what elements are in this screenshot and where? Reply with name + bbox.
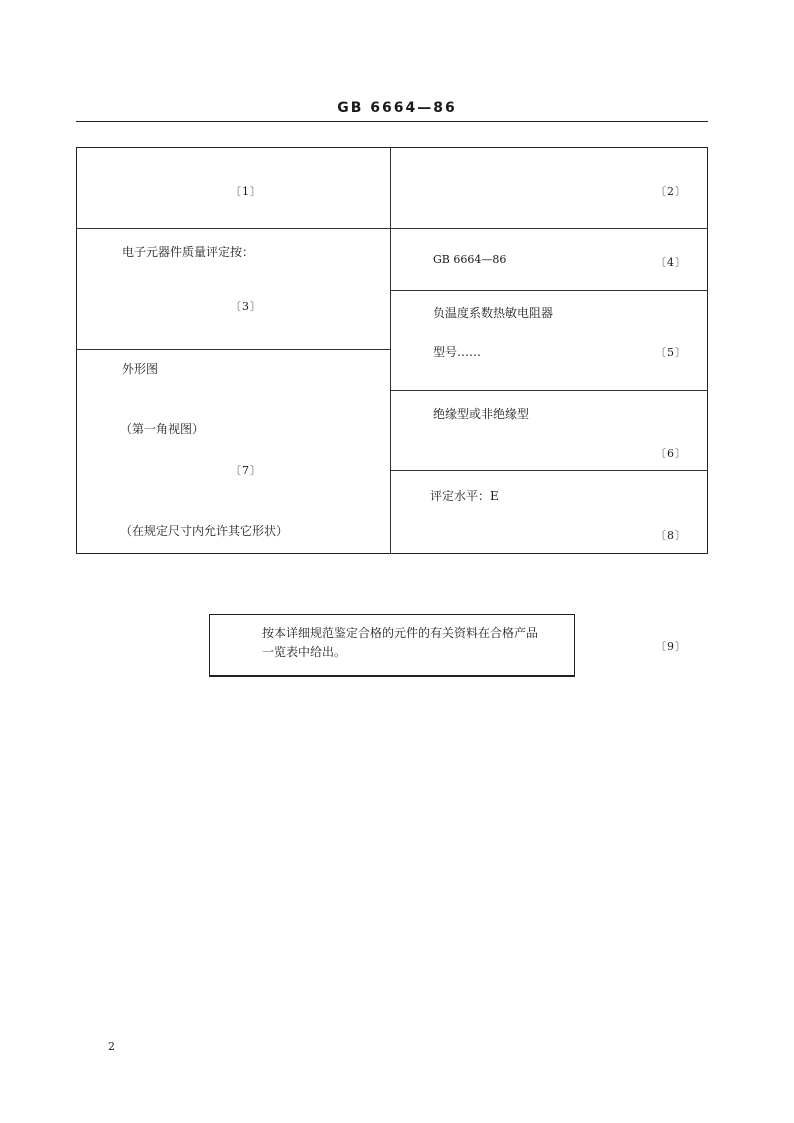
- outline-shape-note: （在规定尺寸内允许其它形状）: [120, 524, 289, 538]
- cell-ref-2: 〔2〕: [655, 185, 687, 198]
- cell-ref-9: 〔9〕: [655, 640, 687, 653]
- assessment-level: 评定水平：E: [430, 489, 499, 503]
- cell-ref-8: 〔8〕: [655, 529, 687, 542]
- type-number-label: 型号……: [433, 345, 482, 359]
- cell-ref-5: 〔5〕: [655, 346, 687, 359]
- qualified-products-note: 按本详细规范鉴定合格的元件的有关资料在合格产品一览表中给出。: [262, 626, 539, 659]
- cell-ref-6: 〔6〕: [655, 447, 687, 460]
- table-center-divider: [390, 147, 391, 554]
- insulation-type: 绝缘型或非绝缘型: [433, 407, 530, 421]
- table-right-divider-4: [390, 470, 708, 471]
- outline-drawing-title: 外形图: [122, 362, 159, 376]
- standard-number: GB 6664—86: [433, 253, 507, 266]
- cell-ref-7: 〔7〕: [230, 464, 262, 477]
- product-name: 负温度系数热敏电阻器: [433, 306, 554, 320]
- table-row-divider-1: [76, 228, 708, 229]
- page-number: 2: [108, 1040, 115, 1053]
- standard-header-title: GB 6664—86: [337, 100, 457, 116]
- projection-note: （第一角视图）: [120, 422, 205, 436]
- header-rule: [76, 121, 708, 122]
- table-right-divider-2: [390, 290, 708, 291]
- table-left-divider-2: [76, 349, 391, 350]
- spec-table-frame: [76, 147, 708, 554]
- cell-ref-3: 〔3〕: [230, 300, 262, 313]
- table-right-divider-3: [390, 390, 708, 391]
- assessed-by-label: 电子元器件质量评定按：: [122, 245, 255, 259]
- cell-ref-4: 〔4〕: [655, 256, 687, 269]
- cell-ref-1: 〔1〕: [230, 185, 262, 198]
